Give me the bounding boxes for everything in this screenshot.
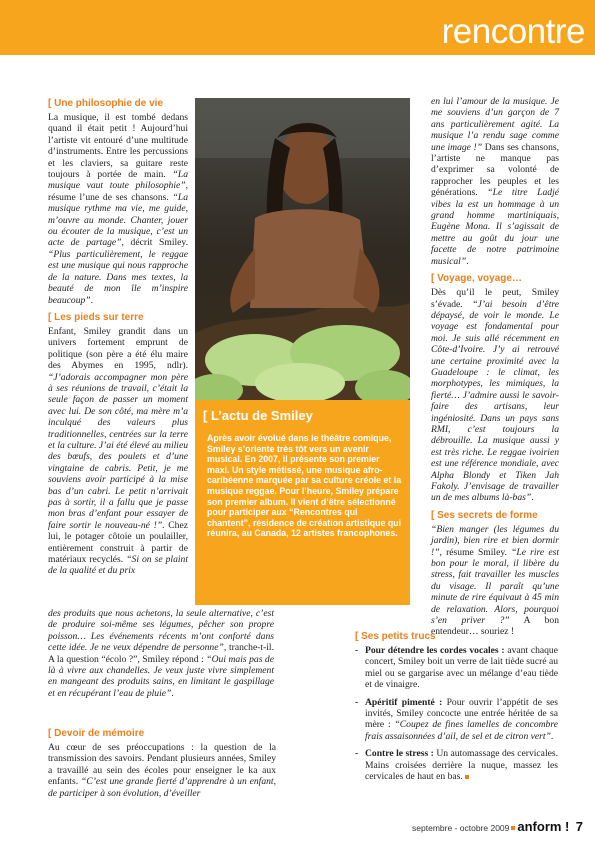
paragraph-pieds: Enfant, Smiley grandit dans un univers fortement emprunt de politique (son père a été élu maire des Abymes en 1995, ndlr). “J’adorais accompagner mon père à ses réunions de travail, c’était la seule façon de passer un moment avec lui. De son côté, ma mère m’a inculqué des valeurs plus traditionnelles, centrées sur la terre et la culture. J’ai été élevé au milieu des bœufs, des poulets et d’une vingtaine de cabris. Petit, je me souviens avoir participé à la mise bas d’un cabri. Le petit n’arrivait pas à sortir, il a fallu que je passe mon bras d’enfant pour essayer de faire sortir le nouveau-né !”. Chez lui, le potager côtoie un poulailler, entièrement construit à partir de matériaux recyclés. “Si on se plaint de la qualité et du prix bbox=[48, 325, 188, 577]
heading-voyage: [ Voyage, voyage… bbox=[431, 273, 522, 285]
list-item: - Pour détendre les cordes vocales : avant chaque concert, Smiley boit un verre de lait tiède sucré au miel ou se gargarise avec un mélange d’eau tiède et de vinaigre. bbox=[355, 645, 558, 691]
heading-devoir: [ Devoir de mémoire bbox=[48, 728, 145, 739]
info-box-title: [ L’actu de Smiley bbox=[203, 408, 313, 423]
list-item: - Apéritif pimenté : Pour ouvrir l’appétit de ses invités, Smiley concocte une entrée héritée de sa mère : “Coupez de fines lamelles de concombre frais assaisonnées d’ail, de sel et de citron vert”. bbox=[355, 697, 558, 743]
footer-date: septembre - octobre 2009 bbox=[412, 823, 510, 833]
magazine-logo: anform ! bbox=[517, 819, 570, 834]
footer-square-icon bbox=[511, 826, 515, 830]
page-number: 7 bbox=[575, 819, 583, 834]
info-box bbox=[195, 400, 410, 605]
paragraph-wide: des produits que nous achetons, la seule alternative, c’est de produire soi-même ses légumes, pêcher son propre poisson… Les événements récents m’ont conforté dans cette idée. Je ne veux dépendre de personne”, tranche-t-il. A la question “écolo ?”, Smiley répond : “Oui mais pas de là à vivre aux chandelles. Je veux juste vivre simplement en mangeant des produits sains, en limitant le gaspillage et en récupérant l’eau de pluie”. bbox=[48, 608, 274, 699]
info-box-text: Après avoir évolué dans le théâtre comique, Smiley s’oriente très tôt vers un avenir musical. En 2007, il présente son premier maxi. Un style métissé, une musique afro-caribéenne marquée par sa culture créole et la musique reggae. Pour l’heure, Smiley prépare son premier album. Il vient d’être sélectionné pour participer aux “Rencontres qui chantent”, résidence de création artistique qui réunira, au Canada, 12 artistes francophones. bbox=[207, 433, 402, 539]
heading-trucs: [ Ses petits trucs bbox=[355, 631, 436, 642]
end-square-icon bbox=[465, 775, 469, 779]
paragraph-philosophie: La musique, il est tombé dedans quand il était petit ! Aujourd’hui l’artiste vit entouré d’une multitude d’instruments. Entre les percussions et les claviers, sa guitare reste toujours à portée de main. “La musique vaut toute philosophie”, résume l’une de ses chansons. “La musique rythme ma vie, me guide, m’ouvre au monde. Chanter, jouer ou écouter de la musique, c’est un acte de partage”, décrit Smiley. “Plus particulièrement, le reggae est une musique qui nous rapproche de la nature. Dans mes textes, la beauté de mon île m’inspire beaucoup”. bbox=[48, 112, 189, 306]
section-trucs bbox=[355, 631, 558, 788]
artist-photo bbox=[195, 98, 410, 400]
photo-illustration bbox=[195, 98, 410, 400]
section-devoir bbox=[48, 728, 276, 799]
paragraph-secrets: “Bien manger (les légumes du jardin), bien rire et bien dormir !”, résume Smiley. “Le rire est bon pour le moral, il libère du stress, fait travailler les muscles du visage. Il paraît qu’une minute de rire équivaut à 45 min de relaxation. Alors, pourquoi s’en priver ?” A bon entendeur… souriez ! bbox=[431, 523, 560, 638]
section-title: rencontre bbox=[441, 12, 585, 51]
heading-pieds: [ Les pieds sur terre bbox=[48, 311, 144, 323]
heading-secrets: [ Ses secrets de forme bbox=[431, 509, 538, 521]
header-band bbox=[0, 0, 595, 55]
paragraph-continuation: en lui l’amour de la musique. Je me souviens d’un garçon de 7 ans particulièrement agité. La musique l’a rendu sage comme une image !” Dans ses chansons, l’artiste ne manque pas d’exprimer sa volonté de rapprocher les peuples et les générations. “Le titre Ladjé vibes la est un hommage à un grand homme martiniquais, Eugène Mona. Il s’agissait de mettre au goût du jour une facette de notre patrimoine musical”. bbox=[431, 96, 559, 267]
paragraph-devoir: Au cœur de ses préoccupations : la question de la transmission des savoirs. Pendant plusieurs années, Smiley a travaillé au sein des écoles pour enseigner le ka aux enfants. “C’est une grande fierté d’apprendre à un enfant, de participer à son évolution, d’éveiller bbox=[48, 742, 276, 799]
column-left bbox=[48, 98, 188, 583]
list-item: - Contre le stress : Un automassage des cervicales. Mains croisées derrière la nuque, massez les cervicales de haut en bas. bbox=[355, 748, 558, 782]
paragraph-voyage: Dès qu’il le peut, Smiley s’évade. “J’ai besoin d’être dépaysé, de voir le monde. Le voyage est fondamental pour moi. Je suis allé récemment en Côte-d’Ivoire. J’y ai retrouvé une certaine proximité avec la Guadeloupe : le climat, les morphotypes, les mimiques, la fierté… J’admire aussi le savoir-faire des artisans, leur ingéniosité. Dans un pays sans RMI, c’est toujours la débrouille. La musique aussi y est très riche. Le reggae ivoirien est une référence mondiale, avec Alpha Blondy et Tiken Jah Fakoly. J’envisage de travailler un de mes albums là-bas”. bbox=[431, 287, 559, 504]
column-right bbox=[431, 96, 559, 644]
trucs-list bbox=[355, 645, 558, 782]
heading-philosophie: [ Une philosophie de vie bbox=[48, 98, 164, 109]
footer bbox=[412, 819, 583, 834]
